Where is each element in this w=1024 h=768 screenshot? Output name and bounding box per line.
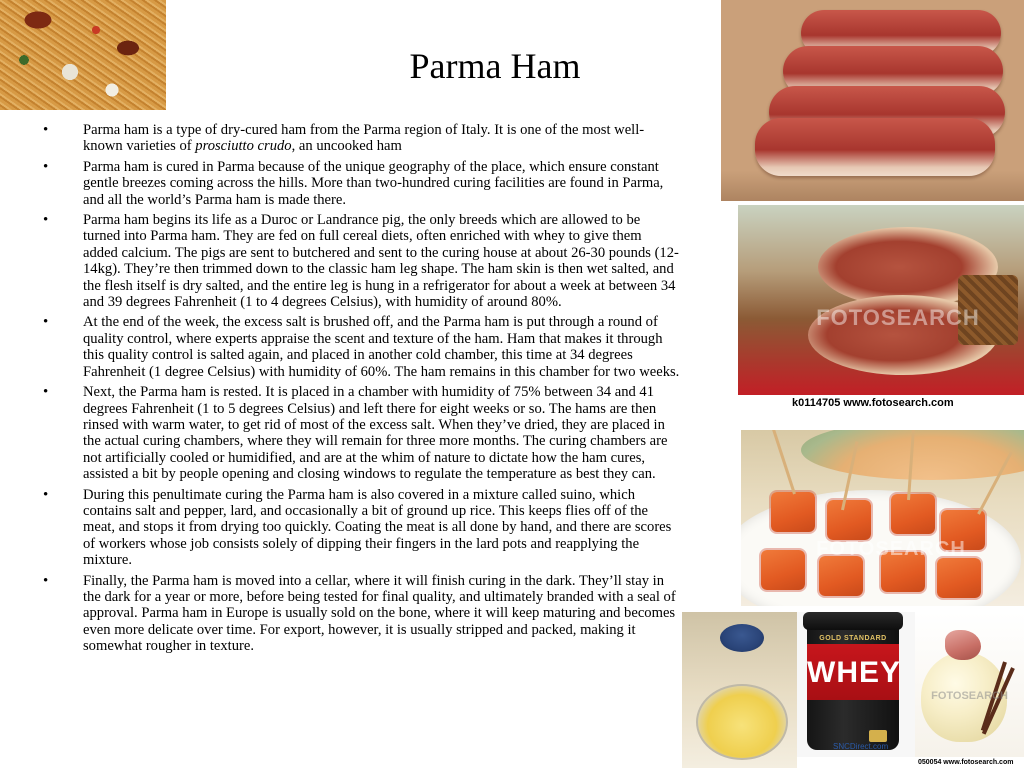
whey-site: SNCDirect.com xyxy=(833,742,889,751)
bowls-photo xyxy=(682,612,797,768)
bullet-item xyxy=(40,212,680,310)
watermark: FOTOSEARCH xyxy=(816,305,980,330)
bullet-text: Parma ham is cured in Parma because of the unique geography of the place, which ensure constant gentle breezes coming across the hills. More than two-hundred curing facilities are found in Parma, and all the world’s Parma ham is made there. xyxy=(83,158,664,208)
bullet-item xyxy=(40,314,680,380)
melon-cube xyxy=(937,558,981,598)
blue-bowl xyxy=(720,624,764,652)
bullet-text: At the end of the week, the excess salt is brushed off, and the Parma ham is put through a round of quality control, where experts appraise the scent and texture of the ham. Ham that makes it through this quality control is salted again, and placed in another cold chamber, this time at 34 degrees Fahrenheit (1 degree Celsius) with humidity of 60%. The ham remains in this chamber for two weeks. xyxy=(83,314,680,380)
bullet-item xyxy=(40,384,680,482)
rolled-ham-photo xyxy=(721,0,1024,201)
ham-curl xyxy=(945,630,981,660)
watermark: FOTOSEARCH xyxy=(816,538,966,560)
melon-cube xyxy=(827,500,871,540)
whey-photo xyxy=(797,612,915,757)
whey-word: WHEY xyxy=(807,656,901,689)
brand-logo xyxy=(869,730,887,742)
whey-lid xyxy=(803,612,903,630)
bullet-text: Next, the Parma ham is rested. It is placed in a chamber with humidity of 75% between 34 and 41 degrees Fahrenheit (1 to 5 degrees Celsius) and left there for eight weeks or so. The hams are then rinsed with warm water, to get rid of most of the excess salt. When they’ve dried, they are placed in the actual curing chambers, where they will remain for three more months. The curing chambers are not artificially cooled or humidified, and are at the whim of nature to dictate how the ham cures, assisted a bit by people opening and closing windows to regulate the temperature as best they can. xyxy=(83,384,668,483)
melon-cube xyxy=(771,492,815,532)
glass-bowl xyxy=(696,684,788,760)
bullet-list xyxy=(40,122,680,659)
bullet-text: During this penultimate curing the Parma ham is also covered in a mixture called suino, which contains salt and pepper, lard, and occasionally a bit of ground up rice. This keeps flies off of the meat, and stops it from drying too quickly. Coating the meat is all done by hand, and there are scores of workers whose job consists solely of dipping their fingers in the lard pots and reapplying the mixture. xyxy=(83,486,672,569)
bullet-text: Parma ham begins its life as a Duroc or Landrance pig, the only breeds which are allowed to be turned into Parma ham. They are fed on full cereal diets, often enriched with whey to give them added calcium. The pigs are sent to butchered and sent to the curing house at about 26-30 pounds (12-14kg). They’re then trimmed down to the classic ham leg shape. The ham skin is then wet salted, and the flesh itself is dry salted, and the entire leg is hung in a refrigerator for about a week at between 34 and 39 degrees Fahrenheit (1 to 4 degrees Celsius), with humidity of around 80%. xyxy=(83,212,679,311)
melon-ham-photo xyxy=(741,430,1024,606)
bullet-item xyxy=(40,122,680,155)
toothpick xyxy=(771,430,795,494)
image-caption: k0114705 www.fotosearch.com xyxy=(738,395,1024,411)
bullet-text: Parma ham is a type of dry-cured ham from the Parma region of Italy. It is one of the most well-known varieties of xyxy=(83,122,645,155)
bullet-item xyxy=(40,487,680,569)
melon-cube xyxy=(819,556,863,596)
bullet-text: Finally, the Parma ham is moved into a cellar, where it will finish curing in the dark. They’ll stay in the dark for a year or more, before being tested for final quality, and ultimately branded with a seal of approval. Parma ham in Europe is usually sold on the bone, where it will keep maturing and becomes even more delicate over time. For export, however, it is usually stripped and packed, making it somewhat rougher in texture. xyxy=(83,572,676,655)
bullet-italic: prosciutto crudo xyxy=(195,138,292,155)
whey-brand-line: GOLD STANDARD xyxy=(819,635,887,642)
slide-title: Parma Ham xyxy=(409,46,581,86)
ham-leg-photo xyxy=(738,205,1024,395)
melon-cube xyxy=(891,494,935,534)
pasta-photo xyxy=(0,0,166,110)
puree-ham-photo xyxy=(915,612,1024,757)
bullet-item xyxy=(40,573,680,655)
ham-roll xyxy=(755,118,995,176)
bullet-text: , an uncooked ham xyxy=(291,138,402,155)
image-caption: 050054 www.fotosearch.com xyxy=(918,759,1014,766)
bullet-item xyxy=(40,159,680,208)
watermark: FOTOSEARCH xyxy=(931,690,1008,702)
